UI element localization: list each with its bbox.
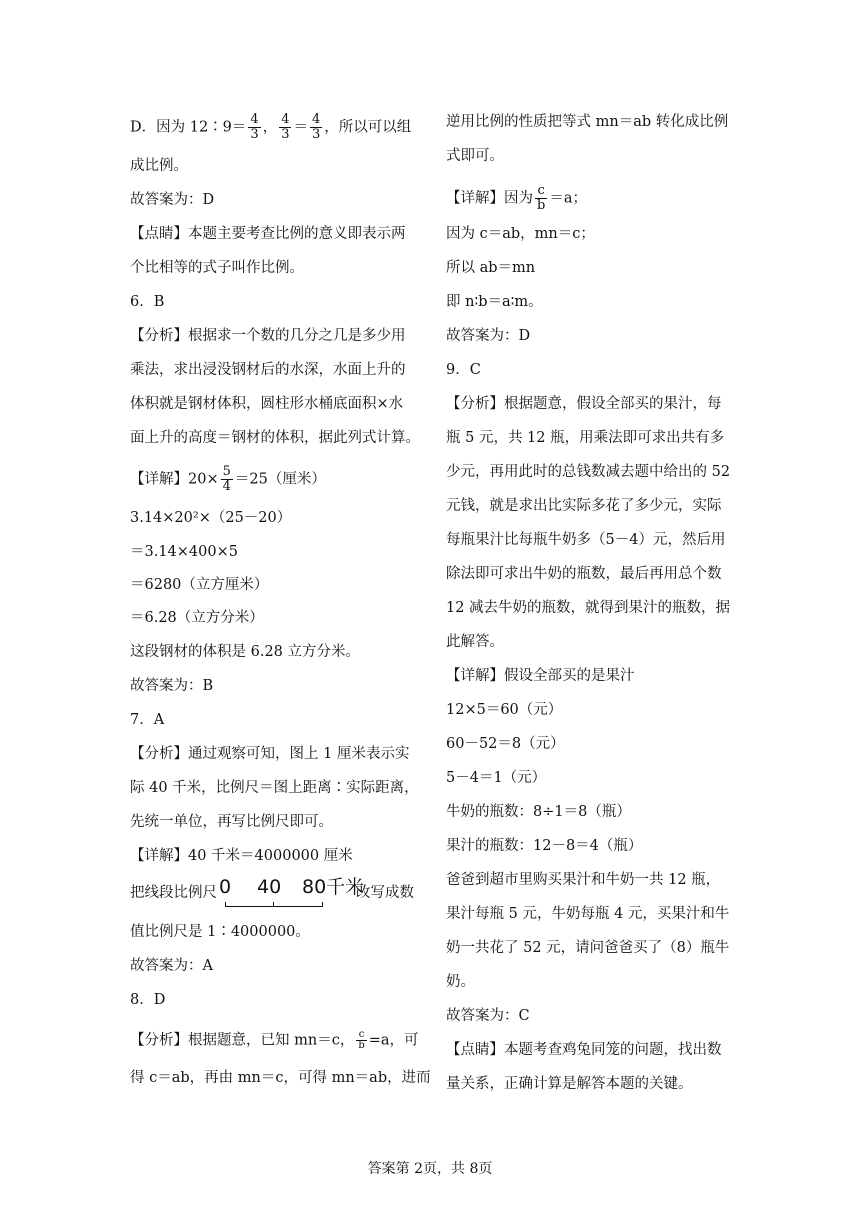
step-line: 所以 ab＝mn <box>446 260 536 276</box>
q6-detail-prefix: 【详解】20× <box>130 471 219 488</box>
fraction: $\frac{c}{b}$ <box>537 183 546 213</box>
story-line: 奶一共花了 52 元，请问爸爸买了（8）瓶牛 <box>446 940 730 956</box>
q8-analysis <box>130 1030 419 1051</box>
q8-detail-suffix: ＝a； <box>549 190 587 207</box>
calc-line: 5－4＝1（元） <box>446 770 547 786</box>
calc-line: ＝3.14×400×5 <box>130 544 238 560</box>
analysis-line: 【分析】通过观察可知，图上 1 厘米表示实 <box>130 746 410 762</box>
calc-line: ＝6.28（立方分米） <box>130 610 264 626</box>
answer-line: 故答案为：D <box>446 328 531 344</box>
q5d-suffix: ，所以可以组 <box>324 119 412 136</box>
analysis-line: 际 40 千米，比例尺＝图上距离∶实际距离， <box>130 780 419 796</box>
fraction: $\frac{4}{3}$ <box>311 112 321 142</box>
scale-tick <box>273 902 274 906</box>
scale-label-40: 40 <box>257 876 282 898</box>
analysis-line: 除法即可求出牛奶的瓶数，最后再用总个数 <box>446 566 722 582</box>
question-title: 9．C <box>446 362 481 378</box>
calc-line: 12×5＝60（元） <box>446 702 563 718</box>
q5-option-d <box>130 113 411 142</box>
analysis-line: 元钱，就是求出比实际多花了多少元，实际 <box>446 498 722 514</box>
q7-convert-suffix: 改写成数 <box>356 885 414 901</box>
scale-label-0: 0 <box>219 876 232 898</box>
question-title: 6．B <box>130 294 165 310</box>
line-scale-diagram <box>219 876 365 910</box>
q6-detail-suffix: ＝25（厘米） <box>234 471 326 488</box>
q8-detail <box>446 184 587 213</box>
answer-line: 故答案为：A <box>130 958 213 974</box>
analysis-line: 逆用比例的性质把等式 mn＝ab 转化成比例 <box>446 114 729 130</box>
story-line: 果汁每瓶 5 元，牛奶每瓶 4 元，买果汁和牛 <box>446 906 730 922</box>
fraction: $\frac{4}{3}$ <box>250 112 259 142</box>
question-title: 7．A <box>130 712 165 728</box>
comment-line: 【点睛】本题主要考查比例的意义即表示两 <box>130 226 406 242</box>
analysis-line: 瓶 5 元，共 12 瓶，用乘法即可求出共有多 <box>446 430 725 446</box>
comment-line: 【点睛】本题考查鸡兔同笼的问题，找出数 <box>446 1042 722 1058</box>
detail-line: 【详解】40 千米＝4000000 厘米 <box>130 848 353 864</box>
text-line: 值比例尺是 1∶4000000。 <box>130 924 310 940</box>
scale-label-80: 80千米 <box>302 876 365 898</box>
analysis-line: 面上升的高度＝钢材的体积，据此列式计算。 <box>130 430 420 446</box>
answer-line: 故答案为：C <box>446 1008 530 1024</box>
conclusion-line: 这段钢材的体积是 6.28 立方分米。 <box>130 644 361 660</box>
scale-bar <box>225 902 323 907</box>
q7-convert-prefix: 把线段比例尺 <box>130 885 217 901</box>
analysis-line: 乘法，求出浸没钢材后的水深，水面上升的 <box>130 362 406 378</box>
answer-line: 故答案为：B <box>130 678 214 694</box>
fraction: $\frac{4}{3}$ <box>281 112 290 142</box>
calc-line: 牛奶的瓶数：8÷1＝8（瓶） <box>446 804 631 820</box>
q8-analysis-prefix: 【分析】根据题意，已知 mn＝c， <box>130 1032 355 1049</box>
q5d-text: D．因为 12∶9＝ <box>130 119 247 136</box>
analysis-line: 先统一单位，再写比例尺即可。 <box>130 814 333 830</box>
fraction: $\frac{c}{b}$ <box>358 1029 365 1051</box>
comment-line: 个比相等的式子叫作比例。 <box>130 260 304 276</box>
story-line: 奶。 <box>446 974 475 990</box>
calc-line: 3.14×20²×（25－20） <box>130 510 292 526</box>
analysis-line: 每瓶果汁比每瓶牛奶多（5－4）元，然后用 <box>446 532 726 548</box>
analysis-line: 此解答。 <box>446 634 504 650</box>
q5d-equals: ＝ <box>293 119 308 136</box>
comment-line: 量关系，正确计算是解答本题的关键。 <box>446 1076 693 1092</box>
analysis-line: 12 减去牛奶的瓶数，就得到果汁的瓶数，据 <box>446 600 731 616</box>
fraction: $\frac{5}{4}$ <box>222 464 231 494</box>
text-line: 成比例。 <box>130 158 188 174</box>
answer-line: 故答案为：D <box>130 192 215 208</box>
q7-convert <box>130 876 414 910</box>
q8-analysis-suffix: =a，可 <box>368 1032 419 1049</box>
question-title: 8．D <box>130 992 166 1008</box>
step-line: 因为 c＝ab，mn＝c； <box>446 226 595 242</box>
calc-line: ＝6280（立方厘米） <box>130 577 269 593</box>
analysis-line: 【分析】根据题意，假设全部买的果汁，每 <box>446 396 722 412</box>
q6-detail <box>130 465 326 494</box>
step-line: 即 n∶b＝a∶m。 <box>446 294 543 310</box>
analysis-line: 体积就是钢材体积，圆柱形水桶底面积×水 <box>130 396 404 412</box>
calc-line: 果汁的瓶数：12－8＝4（瓶） <box>446 838 643 854</box>
analysis-line: 【分析】根据求一个数的几分之几是多少用 <box>130 328 406 344</box>
story-line: 爸爸到超市里购买果汁和牛奶一共 12 瓶， <box>446 872 721 888</box>
detail-line: 【详解】假设全部买的是果汁 <box>446 668 635 684</box>
analysis-line: 得 c＝ab，再由 mn＝c，可得 mn＝ab，进而 <box>130 1070 431 1086</box>
calc-line: 60－52＝8（元） <box>446 736 565 752</box>
analysis-line: 少元，再用此时的总钱数减去题中给出的 52 <box>446 464 731 480</box>
page-footer: 答案第 2页，共 8页 <box>367 1161 493 1177</box>
q8-detail-prefix: 【详解】因为 <box>446 190 533 207</box>
q5d-comma: ， <box>262 119 278 136</box>
analysis-line: 式即可。 <box>446 148 504 164</box>
